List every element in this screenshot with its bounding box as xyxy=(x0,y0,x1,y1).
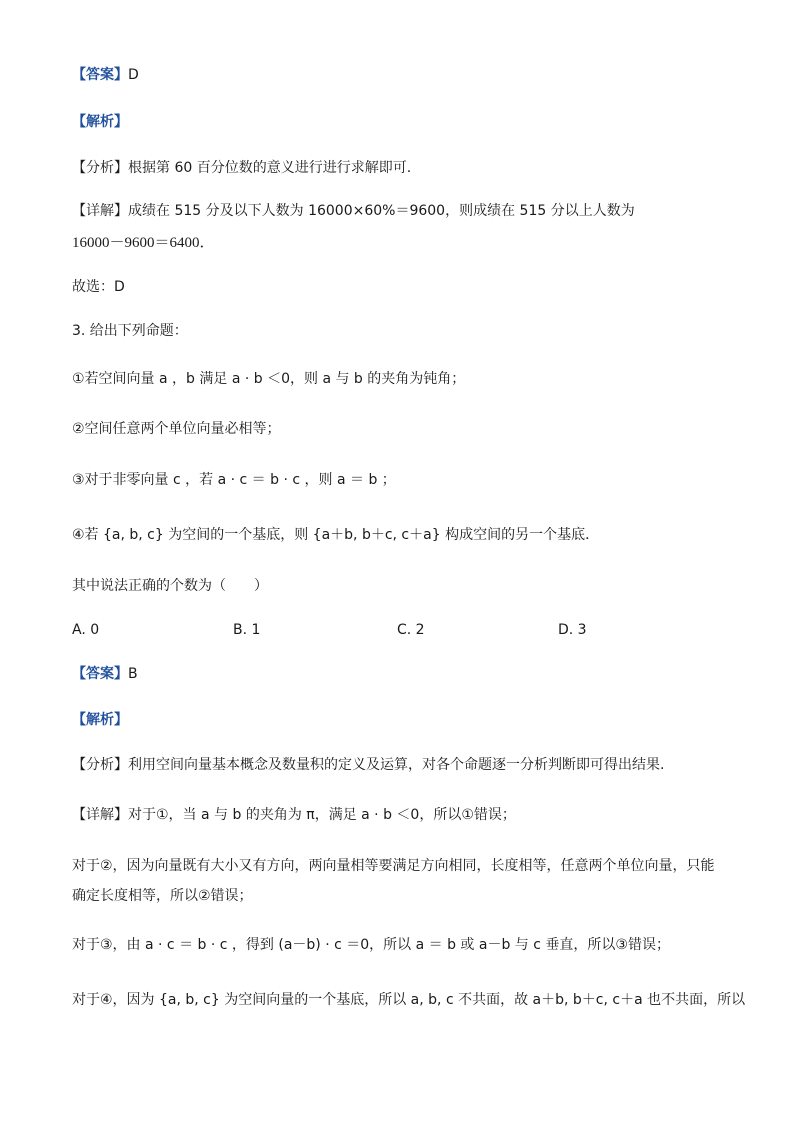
q3-proposition-3: ③对于非零向量 c ，若 a · c ＝ b · c ，则 a ＝ b ； xyxy=(72,472,396,488)
detail-q3-3: 对于③，由 a · c ＝ b · c ，得到 (a－b) · c ＝0，所以 a ＝ b 或 a－b 与 c 垂直，所以③错误； xyxy=(72,937,670,953)
answer-tag: 【答案】 xyxy=(72,67,128,83)
answer-line-q2 xyxy=(72,66,139,84)
q3-proposition-1: ①若空间向量 a ，b 满足 a · b ＜0，则 a 与 b 的夹角为钝角； xyxy=(72,371,466,387)
fenxi-q3: 【分析】利用空间向量基本概念及数量积的定义及运算，对各个命题逐一分析判断即可得出结果. xyxy=(72,757,665,773)
answer-tag: 【答案】 xyxy=(72,666,128,682)
q3-proposition-2: ②空间任意两个单位向量必相等； xyxy=(72,421,281,437)
analysis-tag-q3: 【解析】 xyxy=(72,712,128,728)
q3-title: 3. 给出下列命题： xyxy=(72,323,188,339)
fenxi-q2: 【分析】根据第 60 百分位数的意义进行进行求解即可. xyxy=(72,160,412,176)
detail-q2-line2: 16000－9600＝6400． xyxy=(72,235,215,251)
detail-q3-2a: 对于②，因为向量既有大小又有方向，两向量相等要满足方向相同，长度相等，任意两个单位向量，只能 xyxy=(72,858,715,874)
detail-q3-1: 【详解】对于①，当 a 与 b 的夹角为 π，满足 a · b ＜0，所以①错误； xyxy=(72,807,516,823)
option-d: D. 3 xyxy=(558,622,587,638)
q3-proposition-4: ④若 {a, b, c} 为空间的一个基底，则 {a＋b, b＋c, c＋a} 构成空间的另一个基底． xyxy=(72,527,600,543)
detail-q2-line1: 【详解】成绩在 515 分及以下人数为 16000×60%＝9600，则成绩在 515 分以上人数为 xyxy=(72,203,635,219)
option-a: A. 0 xyxy=(72,622,100,638)
choose-q2: 故选：D xyxy=(72,279,125,295)
detail-q3-4: 对于④，因为 {a, b, c} 为空间向量的一个基底，所以 a, b, c 不共面，故 a＋b, b＋c, c＋a 也不共面，所以 xyxy=(72,992,746,1008)
answer-value: B xyxy=(128,666,138,682)
option-c: C. 2 xyxy=(397,622,425,638)
answer-line-q3 xyxy=(72,665,138,683)
q3-question: 其中说法正确的个数为（ ） xyxy=(72,578,268,594)
analysis-tag-q2: 【解析】 xyxy=(72,114,128,130)
answer-value: D xyxy=(128,67,139,83)
option-b: B. 1 xyxy=(233,622,261,638)
detail-q3-2b: 确定长度相等，所以②错误； xyxy=(72,888,253,904)
